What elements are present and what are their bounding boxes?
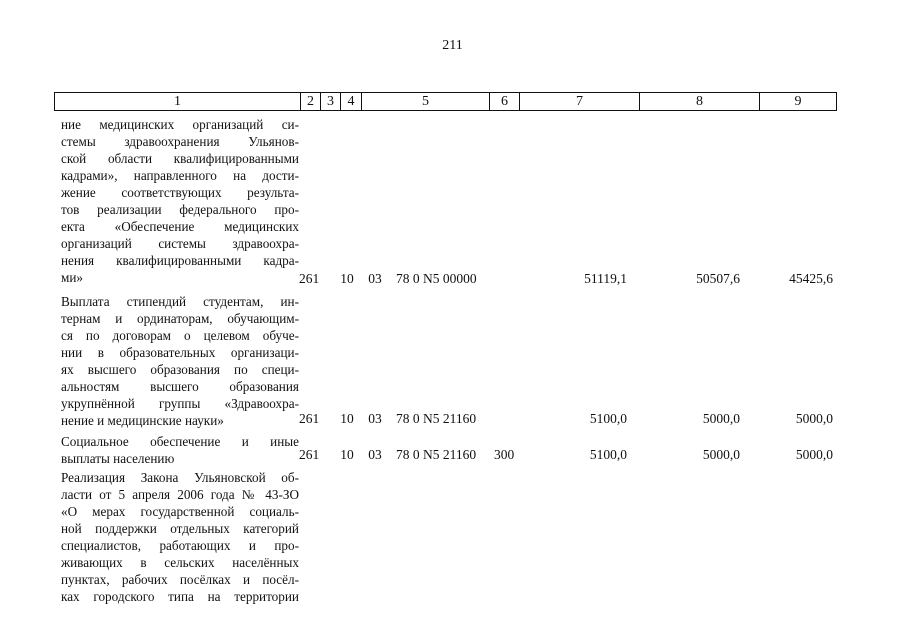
cell-col-7: 5100,0 bbox=[589, 411, 627, 426]
cell-col-8: 5000,0 bbox=[702, 447, 740, 462]
description-line: жение соответствующих результа- bbox=[61, 185, 299, 200]
budget-table bbox=[54, 92, 837, 604]
cell-col-3: 10 bbox=[340, 447, 354, 462]
description-line: ся по договорам о целевом обуче- bbox=[61, 328, 299, 343]
description-line: ной поддержки отдельных категорий bbox=[61, 521, 299, 536]
cell-col-9: 5000,0 bbox=[795, 447, 833, 462]
cell-col-8: 50507,6 bbox=[696, 271, 740, 286]
header-col-1: 1 bbox=[174, 94, 181, 109]
cell-col-5: 78 0 N5 00000 bbox=[396, 271, 477, 286]
description-line: кадрами», направленного на дости- bbox=[61, 168, 299, 183]
row-description bbox=[61, 116, 299, 286]
cell-col-4: 03 bbox=[368, 447, 382, 462]
description-line: выплаты населению bbox=[61, 451, 175, 466]
cell-col-2: 261 bbox=[299, 411, 320, 426]
header-col-9: 9 bbox=[759, 93, 836, 110]
cell-col-5: 78 0 N5 21160 bbox=[396, 411, 477, 426]
description-line: ях высшего образования по специ- bbox=[61, 362, 299, 377]
cell-col-9: 5000,0 bbox=[795, 411, 833, 426]
row-description bbox=[61, 293, 299, 429]
description-line: «О мерах государственной социаль- bbox=[61, 504, 299, 519]
description-line: стемы здравоохранения Ульянов- bbox=[61, 134, 299, 149]
description-line: нии в образовательных организаци- bbox=[61, 345, 299, 360]
cell-col-3: 10 bbox=[340, 271, 354, 286]
header-col-2: 2 bbox=[300, 93, 320, 110]
description-line: тернам и ординаторам, обучающим- bbox=[61, 311, 299, 326]
header-col-4: 4 bbox=[340, 93, 361, 110]
description-line: альностям высшего образования bbox=[61, 379, 299, 394]
table-row bbox=[54, 116, 837, 291]
description-line: специалистов, работающих и про- bbox=[61, 538, 299, 553]
cell-col-2: 261 bbox=[299, 271, 320, 286]
description-line: ми» bbox=[61, 270, 83, 285]
description-line: укрупнённой группы «Здравоохра- bbox=[61, 396, 299, 411]
description-line: пунктах, рабочих посёлках и посёл- bbox=[61, 572, 299, 587]
description-line: ках городского типа на территории bbox=[61, 589, 299, 604]
cell-col-5: 78 0 N5 21160 bbox=[396, 447, 477, 462]
page-number: 211 bbox=[442, 38, 463, 53]
description-line: Выплата стипендий студентам, ин- bbox=[61, 294, 299, 309]
description-line: ской области квалифицированными bbox=[61, 151, 299, 166]
cell-col-8: 5000,0 bbox=[702, 411, 740, 426]
header-col-5: 5 bbox=[361, 93, 489, 110]
description-line: тов реализации федерального про- bbox=[61, 202, 299, 217]
description-line: нение и медицинские науки» bbox=[61, 413, 224, 428]
cell-col-9: 45425,6 bbox=[789, 271, 833, 286]
description-line: организаций системы здравоохра- bbox=[61, 236, 299, 251]
row-description bbox=[61, 469, 299, 605]
row-description bbox=[61, 433, 299, 467]
table-row bbox=[54, 469, 837, 609]
description-line: ласти от 5 апреля 2006 года № 43-ЗО bbox=[61, 487, 299, 502]
cell-col-4: 03 bbox=[368, 271, 382, 286]
cell-col-7: 5100,0 bbox=[589, 447, 627, 462]
header-col-6: 6 bbox=[489, 93, 519, 110]
cell-col-7: 51119,1 bbox=[584, 271, 627, 286]
header-col-8: 8 bbox=[639, 93, 759, 110]
description-line: живающих в сельских населённых bbox=[61, 555, 299, 570]
header-col-3: 3 bbox=[320, 93, 340, 110]
header-col-7: 7 bbox=[519, 93, 639, 110]
cell-col-3: 10 bbox=[340, 411, 354, 426]
table-header bbox=[54, 92, 837, 111]
description-line: екта «Обеспечение медицинских bbox=[61, 219, 299, 234]
cell-col-6: 300 bbox=[494, 447, 515, 462]
description-line: ние медицинских организаций си- bbox=[61, 117, 299, 132]
description-line: Социальное обеспечение и иные bbox=[61, 434, 299, 449]
table-row bbox=[54, 433, 837, 469]
cell-col-2: 261 bbox=[299, 447, 320, 462]
cell-col-4: 03 bbox=[368, 411, 382, 426]
table-row bbox=[54, 293, 837, 433]
description-line: нения квалифицированными кадра- bbox=[61, 253, 299, 268]
description-line: Реализация Закона Ульяновской об- bbox=[61, 470, 299, 485]
